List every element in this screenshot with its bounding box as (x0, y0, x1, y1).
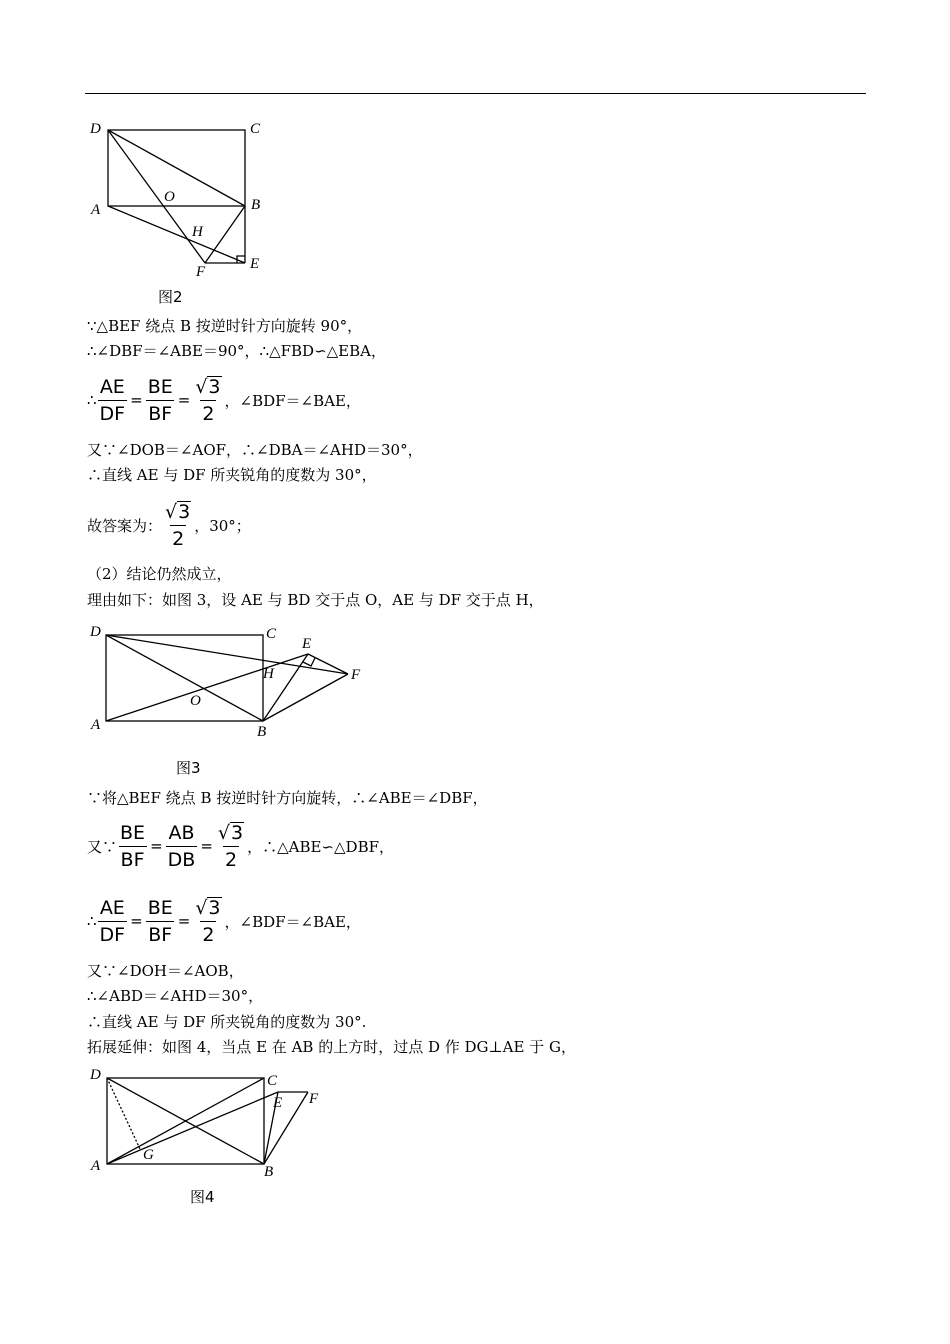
denominator: 2 (200, 921, 216, 946)
denominator: BF (119, 846, 147, 871)
fig4-label-D: D (90, 1067, 101, 1083)
equals-sign: = (130, 391, 143, 409)
numerator: BE (147, 896, 173, 919)
text-line: （2）结论仍然成立， (87, 565, 232, 583)
math-suffix: ，∠BDF＝∠BAE， (224, 391, 361, 410)
fig3-label-F: F (351, 667, 361, 683)
math-suffix: ，30°； (194, 516, 251, 535)
fig4-label-G: G (143, 1147, 154, 1163)
math-prefix: 又∵ (87, 837, 118, 856)
fraction (98, 376, 128, 425)
text-line: 拓展延伸：如图 4，当点 E 在 AB 的上方时，过点 D 作 DG⊥AE 于 G， (87, 1038, 576, 1056)
equals-sign: = (200, 837, 213, 855)
figure-2 (80, 115, 280, 280)
math-line-2 (87, 500, 251, 550)
fig2-label-F: F (196, 264, 206, 280)
figure-2-caption: 图2 (158, 288, 183, 306)
fraction (146, 376, 175, 425)
figure-4-caption: 图4 (190, 1188, 215, 1206)
fraction (98, 897, 128, 946)
denominator: BF (146, 921, 174, 946)
equals-sign: = (150, 837, 163, 855)
math-prefix: ∴ (87, 391, 97, 409)
denominator: 2 (170, 525, 186, 550)
fig2-label-E: E (250, 256, 260, 272)
fig2-label-H: H (192, 224, 203, 240)
fraction (146, 897, 175, 946)
fraction (118, 822, 147, 871)
numerator: AE (99, 375, 125, 398)
figure-4-diagram (80, 1062, 340, 1182)
sqrt: √ 3 (217, 821, 244, 844)
denominator: DF (98, 921, 128, 946)
fig2-label-B: B (251, 197, 261, 213)
fig3-label-C: C (266, 626, 277, 642)
math-line-4 (87, 896, 361, 946)
text-line: 又∵∠DOB＝∠AOF，∴∠DBA＝∠AHD＝30°， (87, 441, 423, 459)
figure-3 (80, 620, 380, 745)
text-line: 又∵∠DOH＝∠AOB， (87, 962, 244, 980)
denominator: BF (146, 400, 174, 425)
text-line: ∵△BEF 绕点 B 按逆时针方向旋转 90°， (87, 317, 363, 335)
fig3-label-D: D (90, 624, 101, 640)
math-suffix: ，∠BDF＝∠BAE， (224, 912, 361, 931)
fraction (193, 376, 223, 425)
numerator: BE (120, 821, 146, 844)
sqrt: √ 3 (195, 896, 221, 919)
fraction (193, 897, 223, 946)
radicand: 3 (208, 896, 221, 919)
math-line-3 (87, 821, 394, 871)
fig4-label-E: E (273, 1095, 283, 1111)
fig4-label-F: F (309, 1091, 319, 1107)
fig4-label-C: C (267, 1073, 278, 1089)
sqrt: √ 3 (165, 500, 191, 523)
sqrt: √ 3 (195, 375, 221, 398)
denominator: 2 (200, 400, 216, 425)
figure-2-diagram (80, 115, 280, 280)
text-line: ∴∠ABD＝∠AHD＝30°， (87, 987, 264, 1005)
fig2-label-C: C (250, 121, 261, 137)
radicand: 3 (208, 375, 221, 398)
figure-3-caption: 图3 (176, 759, 201, 777)
denominator: DB (166, 846, 198, 871)
radicand: 3 (178, 500, 191, 523)
numerator: AE (99, 896, 125, 919)
fig3-label-E: E (302, 636, 312, 652)
math-prefix: 故答案为： (87, 516, 163, 535)
equals-sign: = (177, 912, 191, 930)
equals-sign: = (177, 391, 191, 409)
math-prefix: ∴ (87, 912, 97, 930)
text-line: ∴直线 AE 与 DF 所夹锐角的度数为 30°. (87, 1013, 367, 1031)
radicand: 3 (231, 821, 244, 844)
fig2-label-A: A (91, 202, 101, 218)
denominator: 2 (223, 846, 239, 871)
numerator: BE (147, 375, 173, 398)
text-line: ∴∠DBF＝∠ABE＝90°，∴△FBD∽△EBA， (87, 342, 386, 360)
equals-sign: = (130, 912, 143, 930)
figure-3-diagram (80, 620, 380, 745)
fig3-label-B: B (257, 724, 267, 740)
fig3-label-O: O (190, 693, 201, 709)
fig4-label-B: B (264, 1164, 274, 1180)
math-suffix: ，∴△ABE∽△DBF， (247, 837, 394, 856)
fraction (216, 822, 246, 871)
figure-4 (80, 1062, 340, 1182)
text-line: ∵将△BEF 绕点 B 按逆时针方向旋转，∴∠ABE＝∠DBF， (87, 789, 488, 807)
fraction (163, 501, 193, 550)
fig2-label-D: D (90, 121, 101, 137)
header-rule (85, 93, 866, 94)
fig3-label-A: A (91, 717, 101, 733)
math-line-1 (87, 375, 361, 425)
fig2-label-O: O (164, 189, 175, 205)
fraction (166, 822, 198, 871)
fig3-label-H: H (263, 666, 274, 682)
text-line: ∴直线 AE 与 DF 所夹锐角的度数为 30°， (87, 466, 377, 484)
text-line: 理由如下：如图 3，设 AE 与 BD 交于点 O，AE 与 DF 交于点 H， (87, 591, 544, 609)
denominator: DF (98, 400, 128, 425)
numerator: AB (168, 821, 195, 844)
fig4-label-A: A (91, 1158, 101, 1174)
